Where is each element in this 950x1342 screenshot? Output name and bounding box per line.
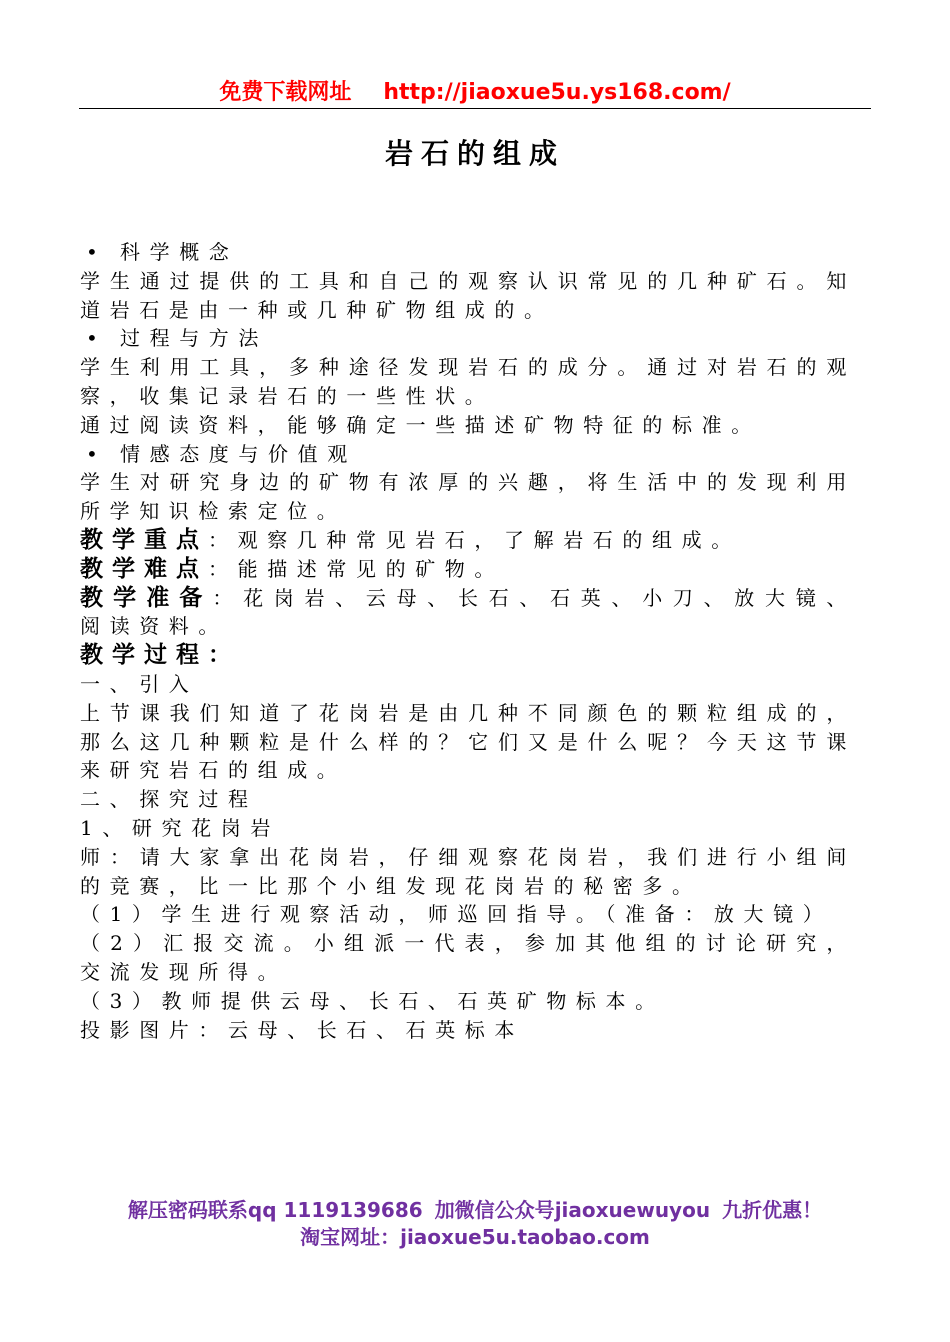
footer-line-1 — [0, 1197, 950, 1224]
footer-taobao-label: 淘宝网址： — [300, 1225, 401, 1249]
teaching-preparation — [80, 584, 856, 642]
footer-discount: 九折优惠！ — [722, 1198, 823, 1222]
document-body — [80, 238, 856, 1044]
teaching-preparation-text: ：花岗岩、云母、长石、石英、小刀、放大镜、阅读资料。 — [80, 585, 856, 639]
part-heading-explore: 二、探究过程 — [80, 787, 258, 812]
list-item-step-2: （2）汇报交流。小组派一代表，参加其他组的讨论研究，交流发现所得。 — [80, 931, 856, 984]
paragraph-science-concept: 学生通过提供的工具和自己的观察认识常见的几种矿石。知道岩石是由一种或几种矿物组成的。 — [80, 268, 856, 322]
teaching-focus-label: 教学重点 — [80, 526, 208, 553]
teaching-process-colon: ： — [208, 642, 241, 669]
header-url-link[interactable]: http://jiaoxue5u.ys168.com/ — [383, 80, 731, 105]
step-heading-granite: 1、研究花岗岩 — [80, 815, 280, 840]
footer-wechat-label: 加微信公众号 — [434, 1198, 555, 1222]
teaching-difficulty-label: 教学难点 — [80, 555, 208, 582]
header-label: 免费下载网址 — [219, 80, 352, 105]
teaching-difficulty — [80, 555, 856, 584]
paragraph-intro: 上节课我们知道了花岗岩是由几种不同颜色的颗粒组成的，那么这几种颗粒是什么样的？它们又是什么呢？今天这节课来研究岩石的组成。 — [80, 700, 856, 783]
footer-password-label: 解压密码联系 — [127, 1198, 248, 1222]
footer-qq: qq 1119139686 — [247, 1198, 423, 1222]
teaching-preparation-label: 教学准备 — [80, 584, 213, 611]
section-heading-science-concept: • 科学概念 — [80, 238, 856, 267]
paragraph-process-method-2: 通过阅读资料，能够确定一些描述矿物特征的标准。 — [80, 412, 761, 437]
page-header — [0, 78, 950, 108]
page-footer — [0, 1197, 950, 1251]
teaching-difficulty-text: ：能描述常见的矿物。 — [208, 556, 504, 581]
section-heading-attitude: • 情感态度与价值观 — [80, 440, 856, 469]
footer-wechat-id: jiaoxuewuyou — [554, 1198, 711, 1222]
paragraph-process-method-1: 学生利用工具，多种途径发现岩石的成分。通过对岩石的观察，收集记录岩石的一些性状。 — [80, 355, 856, 408]
footer-line-2 — [0, 1224, 950, 1251]
paragraph-attitude: 学生对研究身边的矿物有浓厚的兴趣，将生活中的发现利用所学知识检索定位。 — [80, 470, 856, 524]
list-item-step-3: （3）教师提供云母、长石、石英矿物标本。 — [80, 988, 665, 1013]
list-item-projection: 投影图片：云母、长石、石英标本 — [80, 1017, 524, 1042]
footer-taobao-link[interactable]: jiaoxue5u.taobao.com — [400, 1225, 650, 1249]
list-item-step-1: （1）学生进行观察活动，师巡回指导。（准备：放大镜） — [80, 902, 833, 927]
section-heading-process-method: • 过程与方法 — [80, 324, 856, 353]
paragraph-granite-instructions: 师：请大家拿出花岗岩，仔细观察花岗岩，我们进行小组间的竞赛，比一比那个小组发现花岗岩的秘密多。 — [80, 844, 856, 898]
header-divider — [79, 108, 871, 109]
teaching-focus — [80, 526, 856, 555]
part-heading-intro: 一、引入 — [80, 671, 199, 696]
teaching-process-label: 教学过程 — [80, 642, 208, 669]
teaching-focus-text: ：观察几种常见岩石，了解岩石的组成。 — [208, 527, 741, 552]
document-title: 岩石的组成 — [384, 137, 565, 170]
teaching-process — [80, 641, 856, 670]
